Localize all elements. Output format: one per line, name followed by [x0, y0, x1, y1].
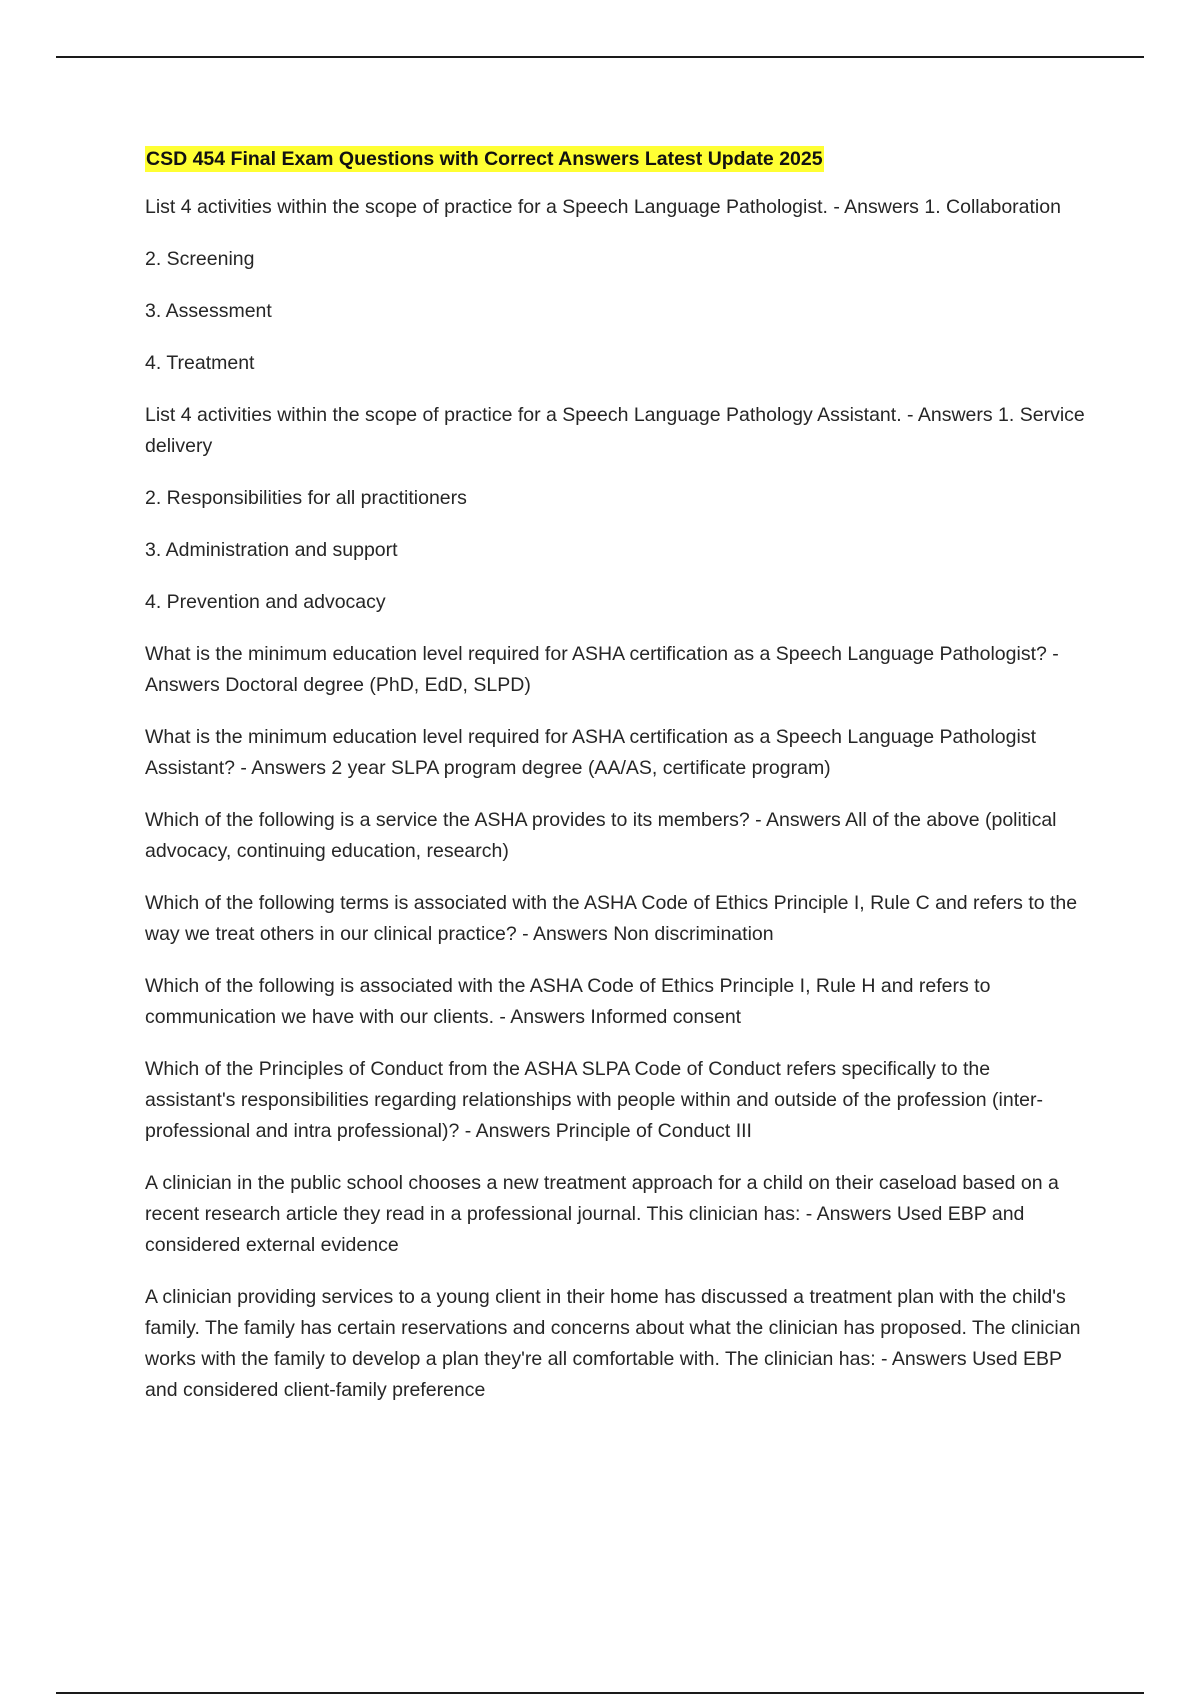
- paragraph: 4. Prevention and advocacy: [145, 591, 386, 613]
- paragraph: What is the minimum education level required for ASHA certification as a Speech Language Pathologist? - Answers Doctoral degree (PhD, EdD, SLPD): [145, 643, 1059, 696]
- bottom-rule: [56, 1692, 1144, 1694]
- paragraph: Which of the following is a service the ASHA provides to its members? - Answers All of the above (political advocacy, continuing education, research): [145, 809, 1057, 862]
- document-title: CSD 454 Final Exam Questions with Correct Answers Latest Update 2025: [146, 148, 823, 170]
- paragraph: Which of the following is associated with the ASHA Code of Ethics Principle I, Rule H and refers to communication we have with our clients. - Answers Informed consent: [145, 975, 991, 1028]
- top-rule: [56, 56, 1144, 58]
- paragraph: Which of the Principles of Conduct from the ASHA SLPA Code of Conduct refers specifically to the assistant's responsibilities regarding relationships with people within and outside of the profession (inter-professional and intra professional)? - Answers Principle of Conduct III: [145, 1058, 1043, 1142]
- paragraph: 3. Administration and support: [145, 539, 398, 561]
- paragraph: 3. Assessment: [145, 300, 272, 322]
- paragraph: Which of the following terms is associated with the ASHA Code of Ethics Principle I, Rule C and refers to the way we treat others in our clinical practice? - Answers Non discrimination: [145, 892, 1078, 945]
- paragraph: 4. Treatment: [145, 352, 255, 374]
- title-block: [145, 144, 1085, 175]
- paragraph: A clinician in the public school chooses a new treatment approach for a child on their caseload based on a recent research article they read in a professional journal. This clinician has: - Answers Used EBP and considered external evidence: [145, 1172, 1059, 1256]
- paragraph: 2. Responsibilities for all practitioners: [145, 487, 467, 509]
- paragraph: List 4 activities within the scope of practice for a Speech Language Pathologist. - Answers 1. Collaboration: [145, 196, 1061, 218]
- paragraph: 2. Screening: [145, 248, 255, 270]
- paragraph: A clinician providing services to a young client in their home has discussed a treatment plan with the child's family. The family has certain reservations and concerns about what the clinician has proposed. The clinician works with the family to develop a plan they're all comfortable with. The clinician has: - Answers Used EBP and considered client-family preference: [145, 1286, 1081, 1401]
- paragraph: What is the minimum education level required for ASHA certification as a Speech Language Pathologist Assistant? - Answers 2 year SLPA program degree (AA/AS, certificate program): [145, 726, 1037, 779]
- document-body: [145, 144, 1085, 1427]
- paragraph: List 4 activities within the scope of practice for a Speech Language Pathology Assistant. - Answers 1. Service delivery: [145, 404, 1085, 457]
